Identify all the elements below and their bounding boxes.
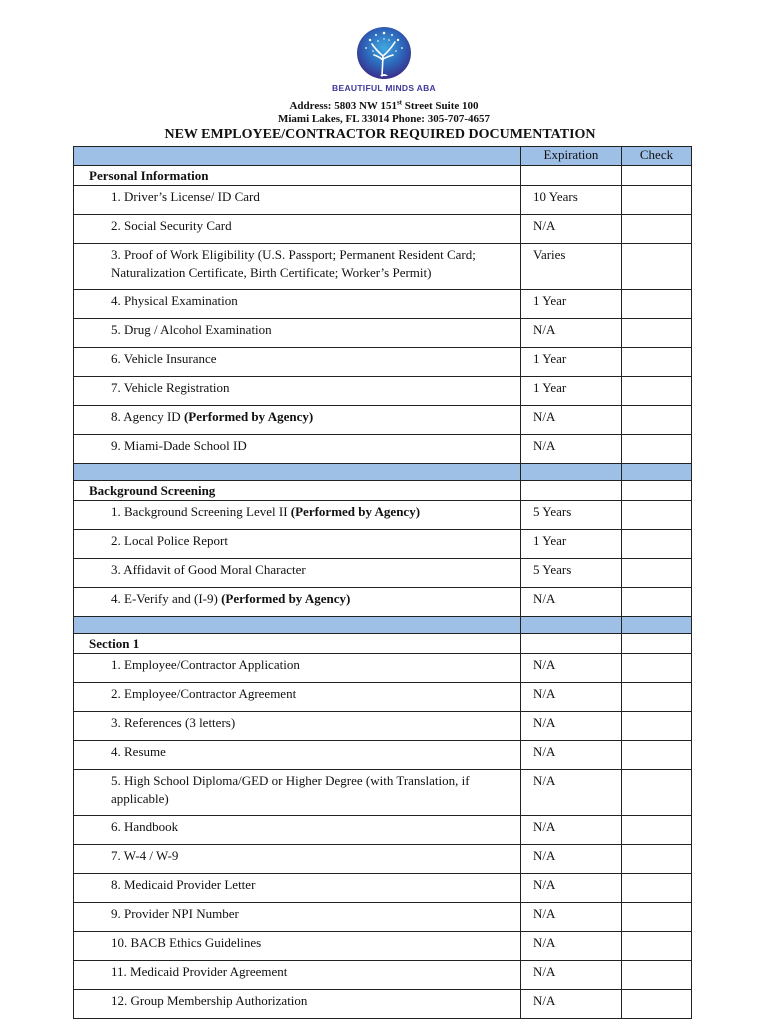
document-name-cell	[74, 932, 521, 961]
expiration-cell: 1 Year	[521, 377, 622, 406]
check-cell[interactable]	[622, 186, 692, 215]
document-name: 11. Medicaid Provider Agreement	[111, 964, 288, 979]
expiration-cell: N/A	[521, 990, 622, 1019]
document-name-cell	[74, 435, 521, 464]
divider-cell	[74, 617, 521, 634]
expiration-cell: N/A	[521, 770, 622, 816]
document-name-cell	[74, 501, 521, 530]
check-cell[interactable]	[622, 845, 692, 874]
section-divider-row	[74, 464, 692, 481]
section-expiration-cell	[521, 166, 622, 186]
divider-cell	[622, 617, 692, 634]
table-row	[74, 654, 692, 683]
check-cell[interactable]	[622, 712, 692, 741]
expiration-cell: N/A	[521, 932, 622, 961]
expiration-cell: 1 Year	[521, 290, 622, 319]
document-name: 6. Handbook	[111, 819, 179, 834]
document-name-cell	[74, 319, 521, 348]
document-name: 7. W-4 / W-9	[111, 848, 179, 863]
check-cell[interactable]	[622, 530, 692, 559]
section-check-cell	[622, 166, 692, 186]
document-name-cell	[74, 874, 521, 903]
check-cell[interactable]	[622, 932, 692, 961]
expiration-cell: N/A	[521, 319, 622, 348]
document-name: 8. Medicaid Provider Letter	[111, 877, 256, 892]
expiration-cell: Varies	[521, 244, 622, 290]
document-name: 9. Provider NPI Number	[111, 906, 239, 921]
check-cell[interactable]	[622, 377, 692, 406]
document-name-cell	[74, 903, 521, 932]
check-cell[interactable]	[622, 501, 692, 530]
document-name-cell	[74, 683, 521, 712]
table-row	[74, 588, 692, 617]
table-header-row	[74, 147, 692, 166]
document-name-cell	[74, 559, 521, 588]
document-name: 7. Vehicle Registration	[111, 380, 230, 395]
document-name-cell	[74, 215, 521, 244]
document-name: 10. BACB Ethics Guidelines	[111, 935, 262, 950]
expiration-cell: N/A	[521, 816, 622, 845]
section-header-row	[74, 634, 692, 654]
document-name: 1. Background Screening Level II	[111, 504, 291, 519]
expiration-cell: 1 Year	[521, 530, 622, 559]
table-row	[74, 559, 692, 588]
table-row	[74, 903, 692, 932]
document-note: (Performed by Agency)	[221, 591, 351, 606]
table-row	[74, 377, 692, 406]
divider-cell	[622, 464, 692, 481]
table-row	[74, 530, 692, 559]
table-row	[74, 683, 692, 712]
section-title: Personal Information	[74, 166, 521, 186]
expiration-cell: N/A	[521, 588, 622, 617]
expiration-cell: N/A	[521, 683, 622, 712]
table-row	[74, 770, 692, 816]
document-name: 2. Local Police Report	[111, 533, 228, 548]
document-name-cell	[74, 530, 521, 559]
document-name-cell	[74, 816, 521, 845]
document-name: 3. References (3 letters)	[111, 715, 236, 730]
document-name: 3. Proof of Work Eligibility (U.S. Passport; Permanent Resident Card; Naturalization Certificate, Birth Certificate; Worker’s Permit)	[111, 247, 476, 280]
divider-cell	[74, 464, 521, 481]
table-row	[74, 348, 692, 377]
document-name-cell	[74, 961, 521, 990]
expiration-cell: N/A	[521, 215, 622, 244]
table-row	[74, 501, 692, 530]
document-name-cell	[74, 741, 521, 770]
address-line-2: Miami Lakes, FL 33014 Phone: 305-707-4657	[277, 113, 491, 125]
table-row	[74, 845, 692, 874]
section-title: Section 1	[74, 634, 521, 654]
document-name-cell	[74, 845, 521, 874]
document-name-cell	[74, 348, 521, 377]
check-cell[interactable]	[622, 435, 692, 464]
document-name: 9. Miami-Dade School ID	[111, 438, 247, 453]
document-name-cell	[74, 588, 521, 617]
table-row	[74, 215, 692, 244]
section-check-cell	[622, 634, 692, 654]
table-row	[74, 961, 692, 990]
expiration-cell: N/A	[521, 406, 622, 435]
document-note: (Performed by Agency)	[290, 504, 421, 519]
check-cell[interactable]	[622, 770, 692, 816]
check-cell[interactable]	[622, 654, 692, 683]
expiration-cell: 10 Years	[521, 186, 622, 215]
expiration-cell: N/A	[521, 741, 622, 770]
document-name: 2. Social Security Card	[111, 218, 232, 233]
check-cell[interactable]	[622, 990, 692, 1019]
expiration-cell: N/A	[521, 435, 622, 464]
check-cell[interactable]	[622, 903, 692, 932]
check-cell[interactable]	[622, 559, 692, 588]
document-name-cell	[74, 186, 521, 215]
expiration-cell: 5 Years	[521, 559, 622, 588]
document-name: 5. High School Diploma/GED or Higher Degree (with Translation, if applicable)	[111, 773, 470, 806]
check-cell[interactable]	[622, 874, 692, 903]
section-expiration-cell	[521, 634, 622, 654]
table-row	[74, 290, 692, 319]
table-row	[74, 712, 692, 741]
check-cell[interactable]	[622, 816, 692, 845]
section-check-cell	[622, 481, 692, 501]
section-title: Background Screening	[74, 481, 521, 501]
header-check: Check	[622, 147, 692, 166]
document-name: 4. E-Verify and (I-9)	[111, 591, 222, 606]
table-row	[74, 186, 692, 215]
tree-logo-icon	[356, 26, 412, 80]
document-name: 6. Vehicle Insurance	[111, 351, 217, 366]
check-cell[interactable]	[622, 348, 692, 377]
logo	[0, 26, 768, 93]
expiration-cell: N/A	[521, 845, 622, 874]
document-name: 5. Drug / Alcohol Examination	[111, 322, 272, 337]
table-row	[74, 741, 692, 770]
documentation-table	[73, 146, 692, 1019]
expiration-cell: N/A	[521, 874, 622, 903]
check-cell[interactable]	[622, 290, 692, 319]
header-document	[74, 147, 521, 166]
document-name-cell	[74, 654, 521, 683]
check-cell[interactable]	[622, 588, 692, 617]
section-expiration-cell	[521, 481, 622, 501]
expiration-cell: N/A	[521, 903, 622, 932]
document-name-cell	[74, 377, 521, 406]
check-cell[interactable]	[622, 683, 692, 712]
document-name: 8. Agency ID	[111, 409, 184, 424]
section-header-row	[74, 481, 692, 501]
expiration-cell: N/A	[521, 712, 622, 741]
document-name-cell	[74, 406, 521, 435]
document-name-cell	[74, 770, 521, 816]
table-row	[74, 874, 692, 903]
expiration-cell: N/A	[521, 961, 622, 990]
table-row	[74, 816, 692, 845]
section-divider-row	[74, 617, 692, 634]
document-name-cell	[74, 990, 521, 1019]
table-row	[74, 406, 692, 435]
check-cell[interactable]	[622, 406, 692, 435]
divider-cell	[521, 464, 622, 481]
document-name: 3. Affidavit of Good Moral Character	[111, 562, 306, 577]
expiration-cell: N/A	[521, 654, 622, 683]
table-row	[74, 319, 692, 348]
address-line-1: Address: 5803 NW 151st Street Suite 100	[289, 98, 479, 112]
brand-name: BEAUTIFUL MINDS ABA	[332, 83, 436, 93]
document-name: 12. Group Membership Authorization	[111, 993, 308, 1008]
document-name-cell	[74, 244, 521, 290]
check-cell[interactable]	[622, 741, 692, 770]
table-row	[74, 244, 692, 290]
document-note: (Performed by Agency)	[183, 409, 314, 424]
document-title: NEW EMPLOYEE/CONTRACTOR REQUIRED DOCUMENTATION	[164, 127, 596, 142]
table-row	[74, 932, 692, 961]
section-header-row	[74, 166, 692, 186]
check-cell[interactable]	[622, 215, 692, 244]
document-name-cell	[74, 290, 521, 319]
check-cell[interactable]	[622, 961, 692, 990]
check-cell[interactable]	[622, 244, 692, 290]
document-name: 4. Physical Examination	[111, 293, 238, 308]
document-name-cell	[74, 712, 521, 741]
document-name: 1. Employee/Contractor Application	[111, 657, 300, 672]
check-cell[interactable]	[622, 319, 692, 348]
expiration-cell: 5 Years	[521, 501, 622, 530]
expiration-cell: 1 Year	[521, 348, 622, 377]
document-name: 2. Employee/Contractor Agreement	[111, 686, 297, 701]
table-row	[74, 990, 692, 1019]
divider-cell	[521, 617, 622, 634]
document-name: 4. Resume	[111, 744, 166, 759]
document-name: 1. Driver’s License/ ID Card	[111, 189, 260, 204]
table-row	[74, 435, 692, 464]
header-expiration: Expiration	[521, 147, 622, 166]
